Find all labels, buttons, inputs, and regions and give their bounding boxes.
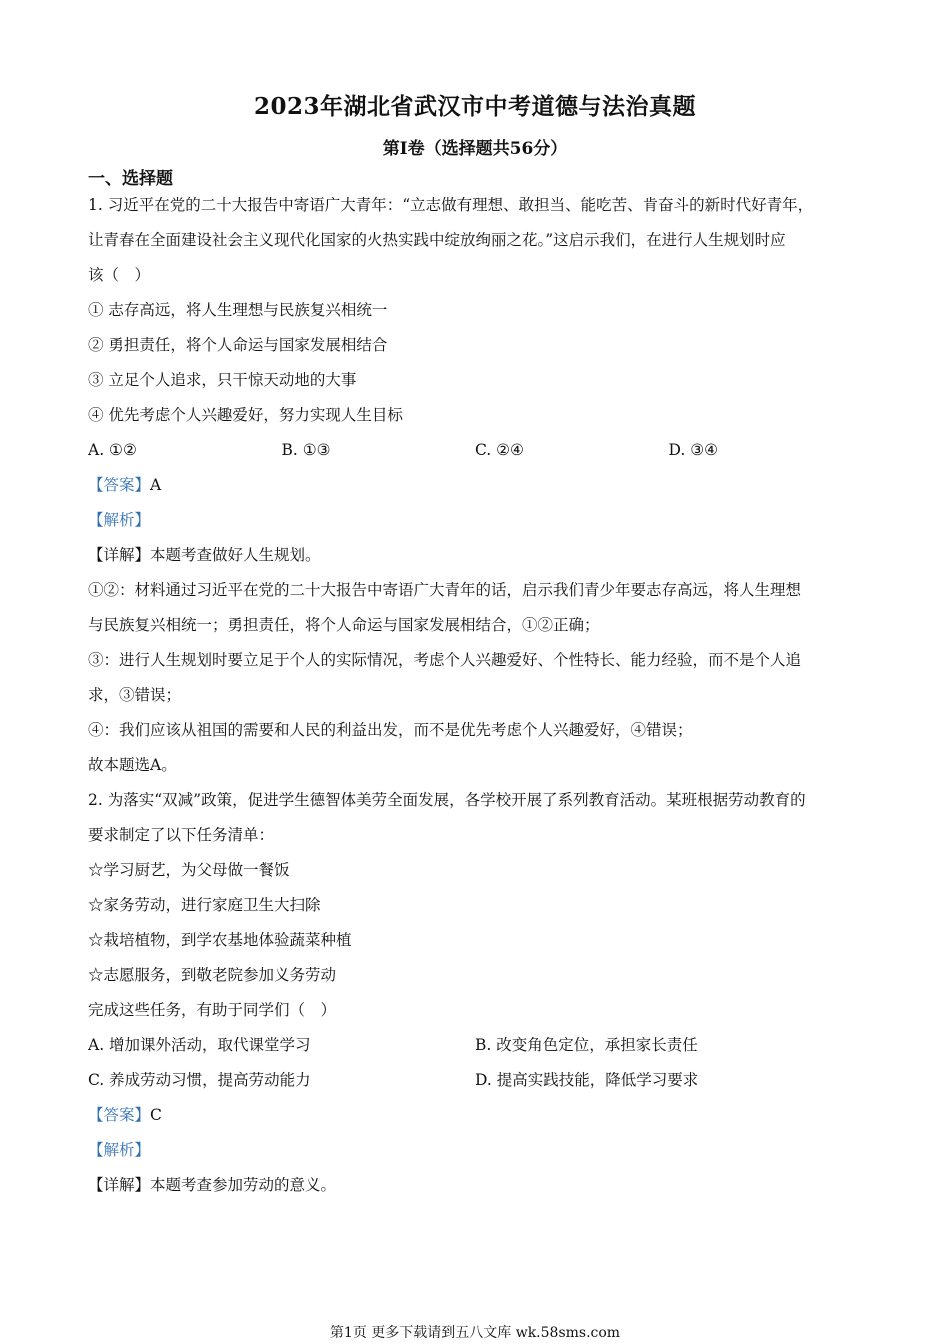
- section-heading: 一、选择题: [88, 169, 173, 189]
- q1-item: ④ 优先考虑个人兴趣爱好，努力实现人生目标: [88, 406, 403, 424]
- answer-tag: 【答案】: [88, 476, 151, 494]
- q1-option-c: C. ②④: [475, 441, 524, 459]
- q1-options: [88, 433, 862, 468]
- q2-options-row: [88, 1063, 862, 1098]
- answer-value: C: [150, 1106, 162, 1124]
- q1-item: ② 勇担责任，将个人命运与国家发展相结合: [88, 336, 388, 354]
- q2-stem-line: 2. 为落实“双减”政策，促进学生德智体美劳全面发展，各学校开展了系列教育活动。某班根据劳动教育的: [88, 791, 806, 809]
- q1-stem-line: 1. 习近平在党的二十大报告中寄语广大青年：“立志做有理想、敢担当、能吃苦、肯奋斗的新时代好青年，: [88, 196, 814, 214]
- q1-option-a: A. ①②: [88, 441, 137, 459]
- q1-option-d: D. ③④: [668, 441, 719, 459]
- q2-option-c: C. 养成劳动习惯，提高劳动能力: [88, 1071, 311, 1089]
- q2-stem-line: 要求制定了以下任务清单：: [88, 826, 275, 844]
- page-subtitle: 第I卷（选择题共56分）: [382, 139, 568, 159]
- q1-detail: 【详解】本题考查做好人生规划。: [88, 546, 321, 564]
- q2-question: 完成这些任务，有助于同学们（ ）: [88, 1001, 337, 1019]
- q1-stem-line: 让青春在全面建设社会主义现代化国家的火热实践中绽放绚丽之花。”这启示我们，在进行人生规划时应: [88, 231, 786, 249]
- q2-option-a: A. 增加课外活动，取代课堂学习: [88, 1036, 311, 1054]
- q2-options-row: [88, 1028, 862, 1063]
- page-footer: 第1页 更多下载请到五八文库 wk.58sms.com: [329, 1325, 621, 1341]
- q1-explain-line: 求，③错误；: [88, 686, 182, 704]
- q2-item: ☆家务劳动，进行家庭卫生大扫除: [88, 896, 321, 914]
- q1-stem-line: 该（ ）: [88, 266, 151, 284]
- q1-option-b: B. ①③: [281, 441, 331, 459]
- q2-item: ☆学习厨艺，为父母做一餐饭: [88, 861, 290, 879]
- answer-tag: 【答案】: [88, 1106, 151, 1124]
- q2-answer: [88, 1098, 862, 1133]
- page-title: 2023年湖北省武汉市中考道德与法治真题: [253, 93, 696, 120]
- q2-item: ☆栽培植物，到学农基地体验蔬菜种植: [88, 931, 352, 949]
- q1-explain-line: ①②：材料通过习近平在党的二十大报告中寄语广大青年的话，启示我们青少年要志存高远，将人生理想: [88, 581, 802, 599]
- q2-option-b: B. 改变角色定位，承担家长责任: [475, 1036, 698, 1054]
- answer-value: A: [150, 476, 162, 494]
- q1-explain-line: ③：进行人生规划时要立足于个人的实际情况，考虑个人兴趣爱好、个性特长、能力经验，而不是个人追: [88, 651, 802, 669]
- q1-explain-line: ④：我们应该从祖国的需要和人民的利益出发，而不是优先考虑个人兴趣爱好，④错误；: [88, 721, 693, 739]
- analysis-tag: 【解析】: [88, 511, 151, 529]
- q1-item: ① 志存高远，将人生理想与民族复兴相统一: [88, 301, 388, 319]
- q1-analysis: [88, 503, 862, 538]
- q1-answer: [88, 468, 862, 503]
- q2-option-d: D. 提高实践技能，降低学习要求: [475, 1071, 699, 1089]
- q2-analysis: [88, 1133, 862, 1168]
- q2-detail: 【详解】本题考查参加劳动的意义。: [88, 1176, 337, 1194]
- q2-item: ☆志愿服务，到敬老院参加义务劳动: [88, 966, 337, 984]
- q1-explain-line: 与民族复兴相统一；勇担责任，将个人命运与国家发展相结合，①②正确；: [88, 616, 600, 634]
- question-content: [88, 188, 862, 1203]
- q1-explain-line: 故本题选A。: [88, 756, 177, 774]
- analysis-tag: 【解析】: [88, 1141, 151, 1159]
- q1-item: ③ 立足个人追求，只干惊天动地的大事: [88, 371, 357, 389]
